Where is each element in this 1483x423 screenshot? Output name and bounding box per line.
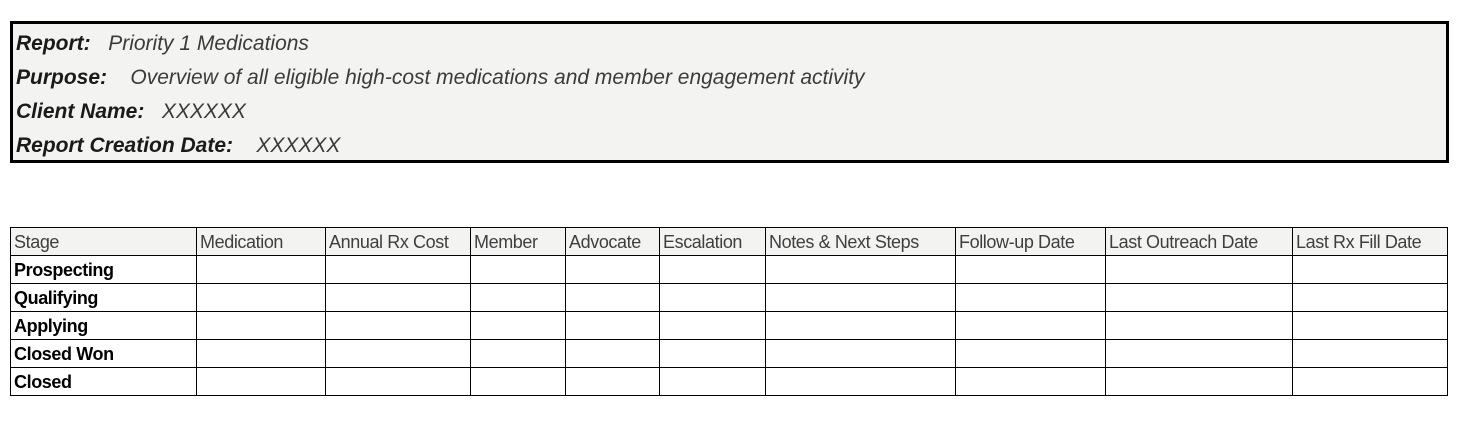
notes-cell[interactable] [766,312,956,340]
follow-up-date-cell[interactable] [956,340,1106,368]
escalation-cell[interactable] [660,368,766,396]
report-title-line [16,33,309,54]
notes-cell[interactable] [766,340,956,368]
client-name-line [16,101,246,122]
last-outreach-date-cell[interactable] [1106,256,1293,284]
last-rx-fill-date-cell[interactable] [1293,312,1448,340]
table-row [11,340,1448,368]
annual-rx-cost-cell[interactable] [326,340,471,368]
medication-cell[interactable] [197,368,326,396]
last-outreach-date-cell[interactable] [1106,312,1293,340]
notes-cell[interactable] [766,256,956,284]
stage-cell[interactable]: Applying [11,312,197,340]
advocate-cell[interactable] [566,312,660,340]
column-header-follow-up-date: Follow-up Date [956,228,1106,256]
purpose-value: Overview of all eligible high-cost medications and member engagement activity [130,66,865,89]
table-row [11,312,1448,340]
member-cell[interactable] [471,284,566,312]
client-name-label: Client Name: [16,100,145,123]
column-header-medication: Medication [197,228,326,256]
column-header-last-outreach-date: Last Outreach Date [1106,228,1293,256]
last-outreach-date-cell[interactable] [1106,368,1293,396]
escalation-cell[interactable] [660,312,766,340]
column-header-annual-rx-cost: Annual Rx Cost [326,228,471,256]
client-name-value: XXXXXX [161,100,246,123]
stage-cell[interactable]: Prospecting [11,256,197,284]
advocate-cell[interactable] [566,256,660,284]
notes-cell[interactable] [766,284,956,312]
annual-rx-cost-cell[interactable] [326,312,471,340]
table-header-row [11,228,1448,256]
stage-table [10,227,1448,396]
purpose-label: Purpose: [16,66,108,89]
column-header-escalation: Escalation [660,228,766,256]
last-rx-fill-date-cell[interactable] [1293,340,1448,368]
last-outreach-date-cell[interactable] [1106,340,1293,368]
report-info-box [10,21,1449,163]
advocate-cell[interactable] [566,340,660,368]
column-header-last-rx-fill-date: Last Rx Fill Date [1293,228,1448,256]
annual-rx-cost-cell[interactable] [326,256,471,284]
last-outreach-date-cell[interactable] [1106,284,1293,312]
report-value: Priority 1 Medications [108,32,309,55]
follow-up-date-cell[interactable] [956,256,1106,284]
stage-cell[interactable]: Qualifying [11,284,197,312]
member-cell[interactable] [471,340,566,368]
column-header-member: Member [471,228,566,256]
report-label: Report: [16,32,91,55]
advocate-cell[interactable] [566,284,660,312]
escalation-cell[interactable] [660,256,766,284]
stage-cell[interactable]: Closed Won [11,340,197,368]
follow-up-date-cell[interactable] [956,284,1106,312]
medication-cell[interactable] [197,312,326,340]
notes-cell[interactable] [766,368,956,396]
stage-cell[interactable]: Closed [11,368,197,396]
follow-up-date-cell[interactable] [956,312,1106,340]
purpose-line [16,67,865,88]
member-cell[interactable] [471,312,566,340]
column-header-notes: Notes & Next Steps [766,228,956,256]
last-rx-fill-date-cell[interactable] [1293,368,1448,396]
table-row [11,368,1448,396]
follow-up-date-cell[interactable] [956,368,1106,396]
table-row [11,256,1448,284]
creation-date-value: XXXXXX [256,134,341,157]
escalation-cell[interactable] [660,284,766,312]
medication-cell[interactable] [197,340,326,368]
last-rx-fill-date-cell[interactable] [1293,256,1448,284]
annual-rx-cost-cell[interactable] [326,284,471,312]
last-rx-fill-date-cell[interactable] [1293,284,1448,312]
table-row [11,284,1448,312]
column-header-stage: Stage [11,228,197,256]
advocate-cell[interactable] [566,368,660,396]
annual-rx-cost-cell[interactable] [326,368,471,396]
column-header-advocate: Advocate [566,228,660,256]
member-cell[interactable] [471,256,566,284]
medication-cell[interactable] [197,284,326,312]
creation-date-label: Report Creation Date: [16,134,234,157]
member-cell[interactable] [471,368,566,396]
medication-cell[interactable] [197,256,326,284]
creation-date-line [16,135,340,156]
escalation-cell[interactable] [660,340,766,368]
